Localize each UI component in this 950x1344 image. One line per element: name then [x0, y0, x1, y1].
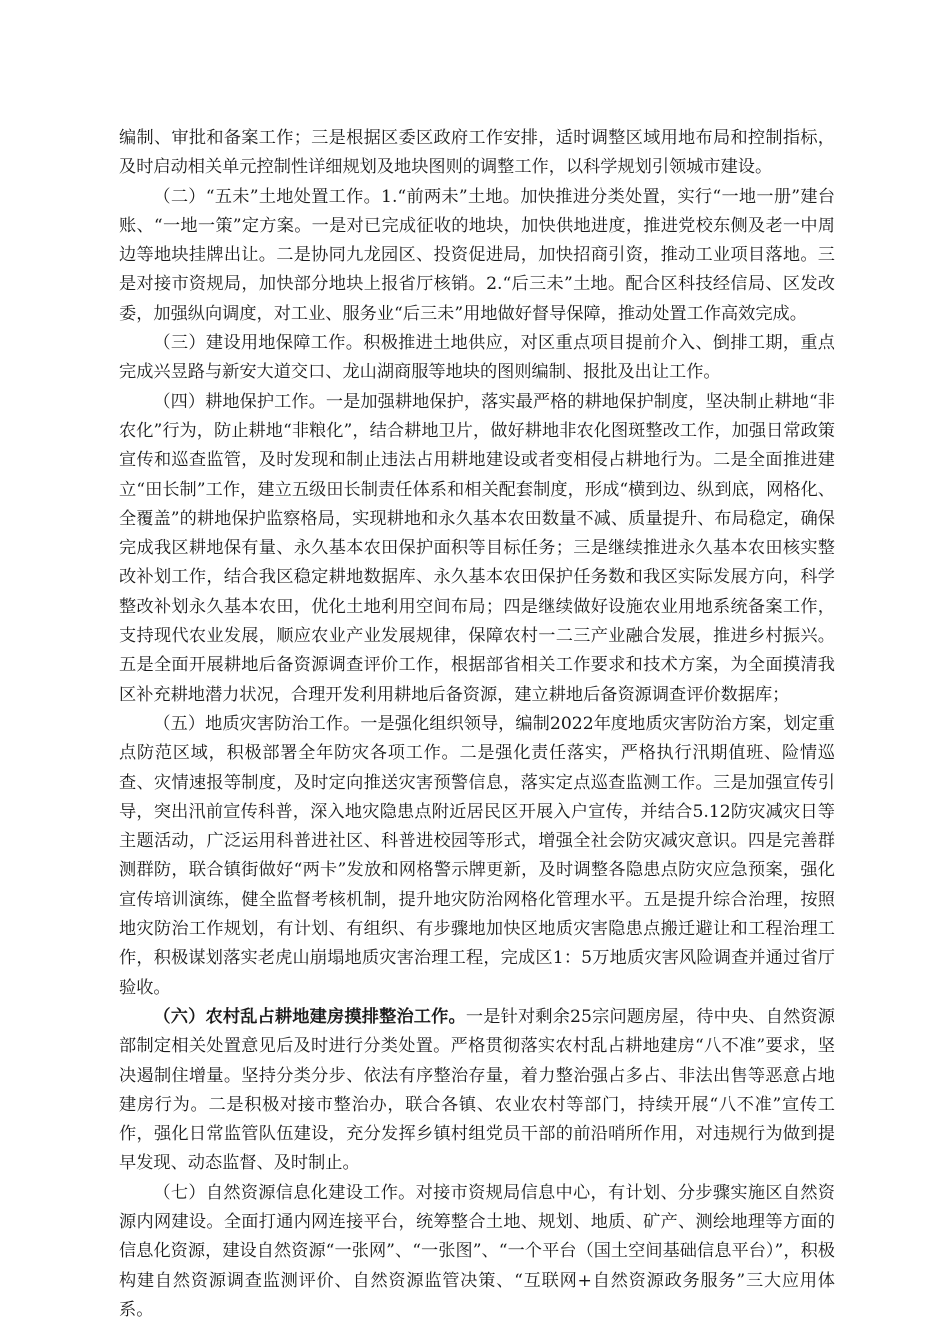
paragraph-section-4 — [119, 388, 835, 710]
paragraph-continuation — [119, 124, 835, 183]
paragraph-section-5 — [119, 710, 835, 1003]
paragraph-text: （三）建设用地保障工作。积极推进土地供应，对区重点项目提前介入、倒排工期，重点完成兴昱路与新安大道交口、龙山湖商服等地块的图则编制、报批及出让工作。 — [119, 333, 835, 383]
paragraph-section-7 — [119, 1179, 835, 1325]
paragraph-section-6 — [119, 1003, 835, 1179]
paragraph-section-3 — [119, 329, 835, 388]
section-heading: （六）农村乱占耕地建房摸排整治工作。 — [153, 1006, 466, 1027]
paragraph-text: （五）地质灾害防治工作。一是强化组织领导，编制2022年度地质灾害防治方案，划定重点防范区域，积极部署全年防灾各项工作。二是强化责任落实，严格执行汛期值班、险情巡查、灾情速报等制度，及时定向推送灾害预警信息，落实定点巡查监测工作。三是加强宣传引导，突出汛前宣传科普，深入地灾隐患点附近居民区开展入户宣传，并结合5.12防灾减灾日等主题活动，广泛运用科普进社区、科普进校园等形式，增强全社会防灾减灾意识。四是完善群测群防，联合镇街做好“两卡”发放和网格警示牌更新，及时调整各隐患点防灾应急预案，强化宣传培训演练，健全监督考核机制，提升地灾防治网格化管理水平。五是提升综合治理，按照地灾防治工作规划，有计划、有组织、有步骤地加快区地质灾害隐患点搬迁避让和工程治理工作，积极谋划落实老虎山崩塌地质灾害治理工程，完成区1：5万地质灾害风险调查并通过省厅验收。 — [119, 713, 835, 998]
paragraph-text: 编制、审批和备案工作；三是根据区委区政府工作安排，适时调整区域用地布局和控制指标，及时启动相关单元控制性详细规划及地块图则的调整工作，以科学规划引领城市建设。 — [119, 128, 835, 178]
paragraph-text: 一是针对剩余25宗问题房屋，待中央、自然资源部制定相关处置意见后及时进行分类处置。严格贯彻落实农村乱占耕地建房“八不准”要求，坚决遏制住增量。坚持分类分步、依法有序整治存量，着力整治强占多占、非法出售等恶意占地建房行为。二是积极对接市整治办，联合各镇、农业农村等部门，持续开展“八不准”宣传工作，强化日常监管队伍建设，充分发挥乡镇村组党员干部的前沿哨所作用，对违规行为做到提早发现、动态监督、及时制止。 — [119, 1006, 835, 1174]
paragraph-text: （四）耕地保护工作。一是加强耕地保护，落实最严格的耕地保护制度，坚决制止耕地“非农化”行为，防止耕地“非粮化”，结合耕地卫片，做好耕地非农化图斑整改工作，加强日常政策宣传和巡查监管，及时发现和制止违法占用耕地建设或者变相侵占耕地行为。二是全面推进建立“田长制”工作，建立五级田长制责任体系和相关配套制度，形成“横到边、纵到底，网格化、全覆盖”的耕地保护监察格局，实现耕地和永久基本农田数量不减、质量提升、布局稳定，确保完成我区耕地保有量、永久基本农田保护面积等目标任务；三是继续推进永久基本农田核实整改补划工作，结合我区稳定耕地数据库、永久基本农田保护任务数和我区实际发展方向，科学整改补划永久基本农田，优化土地利用空间布局；四是继续做好设施农业用地系统备案工作，支持现代农业发展，顺应农业产业发展规律，保障农村一二三产业融合发展，推进乡村振兴。五是全面开展耕地后备资源调查评价工作，根据部省相关工作要求和技术方案，为全面摸清我区补充耕地潜力状况，合理开发利用耕地后备资源，建立耕地后备资源调查评价数据库； — [119, 391, 835, 705]
document-page — [119, 124, 835, 1325]
paragraph-text: （二）“五未”土地处置工作。1.“前两未”土地。加快推进分类处置，实行“一地一册”建台账、“一地一策”定方案。一是对已完成征收的地块，加快供地进度，推进党校东侧及老一中周边等地块挂牌出让。二是协同九龙园区、投资促进局，加快招商引资，推动工业项目落地。三是对接市资规局，加快部分地块上报省厅核销。2.“后三未”土地。配合区科技经信局、区发改委，加强纵向调度，对工业、服务业“后三未”用地做好督导保障，推动处置工作高效完成。 — [119, 186, 835, 324]
paragraph-section-2 — [119, 183, 835, 329]
paragraph-text: （七）自然资源信息化建设工作。对接市资规局信息中心，有计划、分步骤实施区自然资源内网建设。全面打通内网连接平台，统筹整合土地、规划、地质、矿产、测绘地理等方面的信息化资源，建设自然资源“一张网”、“一张图”、“一个平台（国土空间基础信息平台）”，积极构建自然资源调查监测评价、自然资源监管决策、“互联网+自然资源政务服务”三大应用体系。 — [119, 1182, 835, 1320]
